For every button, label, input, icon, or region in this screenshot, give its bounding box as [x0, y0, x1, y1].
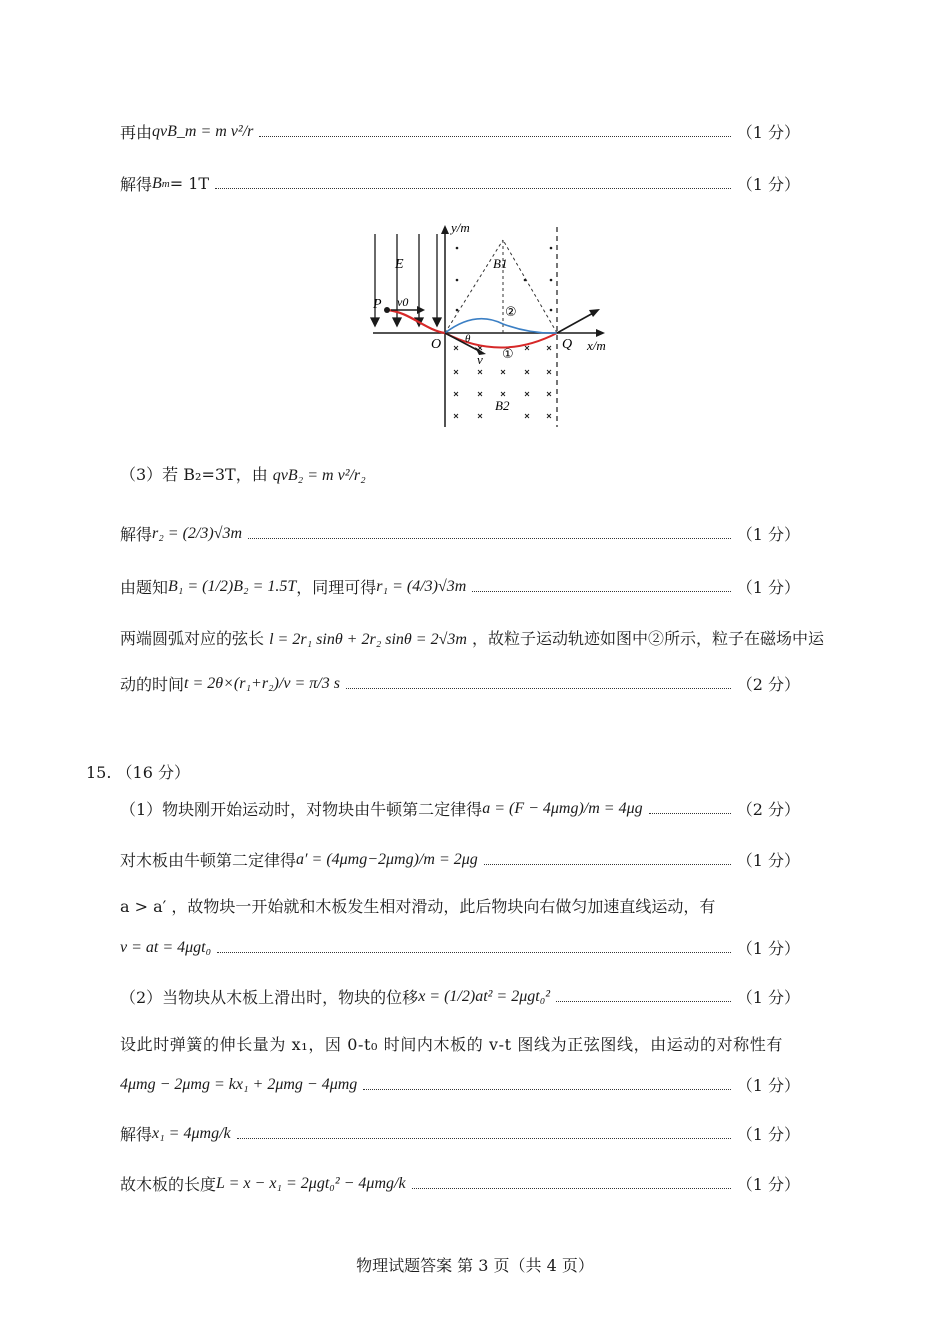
- q15-compare-line: a > a′ ，故物块一开始就和木板发生相对滑动，此后物块向右做匀加速直线运动，有: [120, 897, 716, 916]
- label-b2: B2: [495, 398, 510, 413]
- score: （1 分）: [736, 1076, 800, 1095]
- q15-spring-line: 设此时弹簧的伸长量为 x₁，因 0-t₀ 时间内木板的 v-t 图线为正弦图线，由运动的对称性有: [120, 1035, 783, 1054]
- score: （2 分）: [736, 800, 800, 819]
- score: （1 分）: [736, 525, 800, 544]
- formula: qvB_m = m v²/r: [152, 122, 254, 140]
- dot-leader: [412, 1178, 731, 1189]
- eq-line-q15-x1: [120, 1122, 800, 1145]
- eq-line-q15-v: [120, 936, 800, 959]
- eq-line-q15-x: [120, 985, 800, 1008]
- label-b1: B1: [493, 256, 508, 271]
- line-mid: ，同理可得: [296, 578, 377, 597]
- dot-leader: [472, 581, 730, 592]
- formula-value: = 1T: [169, 174, 210, 193]
- label-v: v: [477, 352, 483, 367]
- line-prefix: 再由: [120, 123, 153, 142]
- field-diagram: [365, 222, 615, 432]
- dot-leader: [363, 1079, 730, 1090]
- electric-field-lines: [371, 234, 441, 326]
- dot-leader: [346, 678, 731, 689]
- label-q: Q: [562, 337, 573, 352]
- label-circle-2: ②: [505, 305, 517, 320]
- eq-line-q15-length: [120, 1172, 800, 1195]
- chord-line: 两端圆弧对应的弦长 l = 2r₁ sinθ + 2r₂ sinθ = 2√3m ，故粒子运动轨迹如图中②所示，粒子在磁场中运: [120, 629, 825, 648]
- line-prefix: 对木板由牛顿第二定律得: [120, 851, 297, 870]
- formula: L = x − x₁ = 2μgt₀² − 4μmg/k: [216, 1174, 406, 1192]
- line-prefix: （2）当物块从木板上滑出时，物块的位移: [120, 988, 419, 1007]
- label-theta: θ: [465, 333, 471, 345]
- formula-sub: m: [161, 177, 170, 190]
- score: （1 分）: [736, 1125, 800, 1144]
- dot-leader: [649, 803, 731, 814]
- dot-leader: [259, 126, 730, 137]
- score: （2 分）: [736, 675, 800, 694]
- label-p: P: [373, 297, 382, 312]
- formula-r1: r₁ = (4/3)√3m: [376, 577, 467, 595]
- line-prefix: 解得: [120, 175, 153, 194]
- score: （1 分）: [736, 939, 800, 958]
- label-v0: v0: [397, 295, 409, 309]
- formula: a = (F − 4μmg)/m = 4μg: [482, 799, 643, 817]
- line-prefix: （1）物块刚开始运动时，对物块由牛顿第二定律得: [120, 800, 483, 819]
- dot-leader: [556, 991, 731, 1002]
- line-prefix: 解得: [120, 525, 153, 544]
- eq-line-r1: [120, 575, 800, 598]
- trajectory-arc-2: [445, 319, 557, 333]
- label-o: O: [431, 337, 442, 352]
- eq-line-bm-formula: [120, 120, 800, 143]
- formula: 4μmg − 2μmg = kx₁ + 2μmg − 4μmg: [120, 1075, 358, 1093]
- formula: qvB₂ = m v²/r₂: [272, 467, 366, 484]
- dot-leader: [217, 942, 731, 953]
- eq-line-q15-a-prime: [120, 848, 800, 871]
- eq-line-bm-value: [120, 172, 800, 195]
- formula-lhs: B: [152, 174, 162, 192]
- formula: x₁ = 4μmg/k: [152, 1124, 231, 1142]
- label-e: E: [395, 257, 404, 272]
- eq-line-r2: [120, 522, 800, 545]
- eq-line-time: [120, 672, 800, 695]
- score: （1 分）: [736, 1175, 800, 1194]
- dot-leader: [484, 854, 731, 865]
- axis-x-label: x/m: [587, 338, 606, 353]
- dot-leader: [248, 528, 731, 539]
- score: （1 分）: [736, 851, 800, 870]
- line-prefix: 故木板的长度: [120, 1175, 217, 1194]
- line-prefix: 动的时间: [120, 675, 185, 694]
- formula-b1: B₁ = (1/2)B₂ = 1.5T: [168, 577, 297, 595]
- dot-leader: [237, 1128, 731, 1139]
- formula: l = 2r₁ sinθ + 2r₂ sinθ = 2√3m: [269, 631, 467, 648]
- trajectory-arc-1: [445, 333, 557, 348]
- score: （1 分）: [736, 988, 800, 1007]
- score: （1 分）: [736, 578, 800, 597]
- label-circle-1: ①: [502, 347, 514, 362]
- line-prefix: 由题知: [120, 578, 169, 597]
- score: （1 分）: [736, 123, 800, 142]
- score: （1 分）: [736, 175, 800, 194]
- eq-line-q15-a: [120, 797, 800, 820]
- part3-intro: （3）若 B₂=3T，由 qvB₂ = m v²/r₂: [120, 465, 366, 484]
- page-footer: 物理试题答案 第 3 页（共 4 页）: [356, 1256, 594, 1275]
- eq-line-q15-symmetry: [120, 1073, 800, 1096]
- dot-leader: [215, 178, 731, 189]
- line-prefix: 解得: [120, 1125, 153, 1144]
- formula: x = (1/2)at² = 2μgt₀²: [418, 987, 551, 1005]
- formula: t = 2θ×(r₁+r₂)/v = π/3 s: [184, 674, 340, 692]
- question-15-title: 15. （16 分）: [86, 763, 190, 782]
- formula: r₂ = (2/3)√3m: [152, 524, 243, 542]
- formula: v = at = 4μgt₀: [120, 938, 212, 956]
- formula: a′ = (4μmg−2μmg)/m = 2μg: [296, 850, 478, 868]
- axis-y-label: y/m: [451, 222, 470, 235]
